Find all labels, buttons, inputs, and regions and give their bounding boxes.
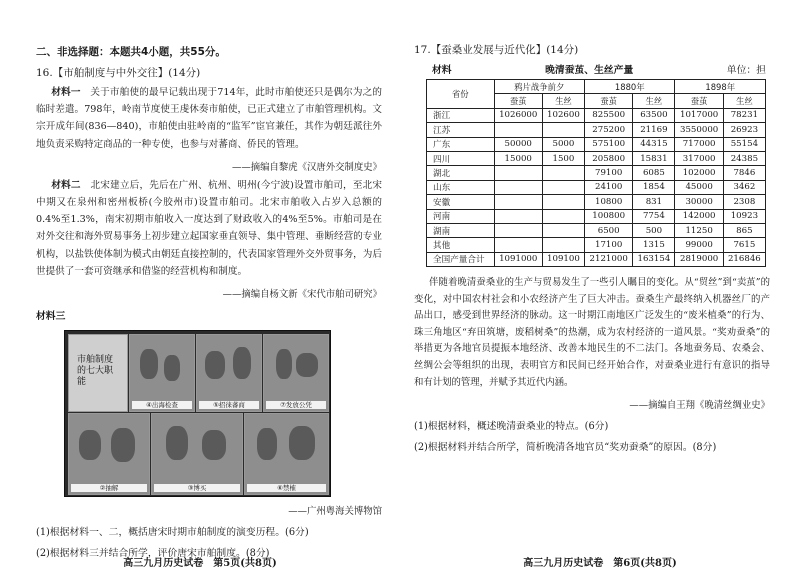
photo-panel [68, 413, 150, 495]
section-title: 二、非选择题：本题共4小题，共55分。 [36, 46, 226, 58]
question-17-title: 17.【蚕桑业发展与近代化】(14分) [414, 44, 579, 56]
question-17-2: (2)根据材料并结合所学，简析晚清各地官员“奖劝蚕桑”的原因。(8分) [414, 442, 717, 454]
value-cell: 5000 [542, 137, 584, 151]
value-cell: 1026000 [494, 108, 542, 122]
province-cell: 河南 [427, 209, 495, 223]
value-cell: 102600 [542, 108, 584, 122]
table-unit: 单位：担 [726, 65, 766, 76]
value-cell [542, 209, 584, 223]
table-row [427, 108, 766, 122]
value-cell: 21169 [633, 123, 675, 137]
value-cell: 17100 [585, 238, 633, 252]
material-2 [36, 177, 382, 280]
province-cell: 湖南 [427, 223, 495, 237]
value-cell: 102000 [675, 166, 723, 180]
value-cell [494, 180, 542, 194]
value-cell: 6500 [585, 223, 633, 237]
value-cell: 7846 [723, 166, 765, 180]
value-cell: 1017000 [675, 108, 723, 122]
material-label: 材料 [432, 65, 452, 76]
photo-caption: ④出海检查 [132, 401, 192, 409]
value-cell: 100800 [585, 209, 633, 223]
table-row [427, 166, 766, 180]
table-row [427, 252, 766, 266]
value-cell: 99000 [675, 238, 723, 252]
province-cell: 广东 [427, 137, 495, 151]
col-header-1880: 1880年 [585, 80, 675, 94]
col-header-silk: 生丝 [723, 94, 765, 108]
province-cell: 安徽 [427, 195, 495, 209]
photo-title: 市舶制度的七大职能 [77, 355, 114, 388]
photo-panel [151, 413, 243, 495]
value-cell: 24385 [723, 151, 765, 165]
photo-caption: ⑤招徕蕃商 [199, 401, 259, 409]
province-cell: 其他 [427, 238, 495, 252]
value-cell: 163154 [633, 252, 675, 266]
photo-panel [263, 334, 329, 412]
value-cell: 10800 [585, 195, 633, 209]
value-cell: 216846 [723, 252, 765, 266]
value-cell: 55154 [723, 137, 765, 151]
province-cell: 全国产量合计 [427, 252, 495, 266]
value-cell: 1315 [633, 238, 675, 252]
value-cell: 500 [633, 223, 675, 237]
page-footer-right: 高三九月历史试卷 第6页(共8页) [523, 558, 677, 569]
photo-panel [244, 413, 329, 495]
value-cell: 7615 [723, 238, 765, 252]
value-cell: 575100 [585, 137, 633, 151]
value-cell: 63500 [633, 108, 675, 122]
table-header-line [414, 62, 770, 76]
value-cell: 1854 [633, 180, 675, 194]
value-cell: 3550000 [675, 123, 723, 137]
province-cell: 四川 [427, 151, 495, 165]
value-cell: 1500 [542, 151, 584, 165]
value-cell: 109100 [542, 252, 584, 266]
value-cell: 78231 [723, 108, 765, 122]
value-cell: 865 [723, 223, 765, 237]
value-cell [542, 238, 584, 252]
material-source: ——摘编自王翔《晚清丝绸业史》 [629, 400, 770, 412]
value-cell: 15831 [633, 151, 675, 165]
table-row [427, 195, 766, 209]
province-cell: 山东 [427, 180, 495, 194]
value-cell [542, 180, 584, 194]
value-cell: 717000 [675, 137, 723, 151]
material-3-label: 材料三 [36, 311, 66, 323]
value-cell [494, 223, 542, 237]
value-cell: 15000 [494, 151, 542, 165]
value-cell [494, 209, 542, 223]
value-cell: 30000 [675, 195, 723, 209]
right-page [400, 0, 800, 583]
value-cell: 44315 [633, 137, 675, 151]
material-2-label: 材料二 [51, 179, 81, 191]
photo-panel [196, 334, 262, 412]
table-row [427, 209, 766, 223]
value-cell: 50000 [494, 137, 542, 151]
value-cell [494, 123, 542, 137]
photo-caption: ⑦发放公凭 [266, 401, 326, 409]
photo-caption: ③博买 [154, 484, 240, 492]
value-cell: 10923 [723, 209, 765, 223]
material-2-text: 北宋建立后，先后在广州、杭州、明州(今宁波)设置市舶司，至北宋中期又在泉州和密州板桥(今胶州市)设置市舶司。北宋市舶收入占岁入总额的0.4%至1.3%，南宋初期市舶收入一度达到了财政收入的4%至5%。市舶司是在对外交往和海外贸易事务上初步建立起国家垂直领导、集中管理、垂断经营的专业机构，以盐铁使体制为模式由朝廷直接控制的，代表国家管理外交外贸事务，为后世提供了一套可资继承和借鉴的经营机构和制度。 [36, 179, 382, 277]
value-cell: 275200 [585, 123, 633, 137]
material-2-source: ——摘编自杨文新《宋代市舶司研究》 [222, 289, 382, 301]
question-16-title: 16.【市舶制度与中外交往】(14分) [36, 67, 201, 79]
province-cell: 湖北 [427, 166, 495, 180]
table-row [427, 180, 766, 194]
value-cell [494, 166, 542, 180]
material-1-label: 材料一 [51, 87, 81, 98]
value-cell: 205800 [585, 151, 633, 165]
photo-panel [129, 334, 195, 412]
value-cell: 2308 [723, 195, 765, 209]
material-3-source: ——广州粤海关博物馆 [288, 506, 382, 518]
value-cell [542, 166, 584, 180]
value-cell: 26923 [723, 123, 765, 137]
value-cell [494, 238, 542, 252]
value-cell: 317000 [675, 151, 723, 165]
table-row [427, 238, 766, 252]
value-cell: 6085 [633, 166, 675, 180]
value-cell: 11250 [675, 223, 723, 237]
table-title: 晚清蚕茧、生丝产量 [545, 65, 634, 76]
value-cell: 2819000 [675, 252, 723, 266]
value-cell [494, 195, 542, 209]
table-row [427, 223, 766, 237]
table-row [427, 123, 766, 137]
value-cell: 3462 [723, 180, 765, 194]
question-16-2: (2)根据材料三并结合所学，评价唐宋市舶制度。(8分) [36, 548, 270, 560]
value-cell: 142000 [675, 209, 723, 223]
value-cell [542, 195, 584, 209]
value-cell: 24100 [585, 180, 633, 194]
col-header-cocoon: 蚕茧 [675, 94, 723, 108]
value-cell: 2121000 [585, 252, 633, 266]
value-cell: 45000 [675, 180, 723, 194]
col-header-pre-war: 鸦片战争前夕 [494, 80, 584, 94]
table-row [427, 151, 766, 165]
province-cell: 江苏 [427, 123, 495, 137]
col-header-cocoon: 蚕茧 [585, 94, 633, 108]
material-1-source: ——摘编自黎虎《汉唐外交制度史》 [231, 161, 382, 173]
value-cell: 1091000 [494, 252, 542, 266]
col-header-silk: 生丝 [542, 94, 584, 108]
question-17-1: (1)根据材料，概述晚清蚕桑业的特点。(6分) [414, 421, 609, 433]
value-cell [542, 123, 584, 137]
province-cell: 浙江 [427, 108, 495, 122]
museum-photo [64, 330, 331, 497]
material-1 [36, 84, 382, 153]
question-16-1: (1)根据材料一、二，概括唐宋时期市舶制度的演变历程。(6分) [36, 527, 309, 539]
photo-caption: ⑥禁榷 [247, 484, 326, 492]
value-cell: 831 [633, 195, 675, 209]
material-body: 伴随着晚清蚕桑业的生产与贸易发生了一些引人瞩目的变化。从“贸丝”到“卖茧”的变化，对中国农村社会和小农经济产生了巨大冲击。蚕桑生产最终纳入机器丝厂的产品出口，感受到世界经济的脉动。这一时期江南地区广泛发生的“废米植桑”的行为、珠三角地区“弃田筑塘，废稻树桑”的热潮，成为农村经济的一道风景。“奖劝蚕桑”的举措更为各地官员提振本地经济、改善本地民生的不二法门。各地蚕务局、农桑会、丝绸公会等组织的出现，表明官方和民间已经开始合作，对蚕桑业进行有意识的指导和有计划的管理，并赋予其近代内涵。 [414, 277, 770, 388]
table-body [427, 108, 766, 266]
photo-title-panel [68, 334, 128, 412]
col-header-province: 省份 [427, 80, 495, 109]
value-cell: 825500 [585, 108, 633, 122]
table-row [427, 137, 766, 151]
photo-caption: ②抽解 [71, 484, 147, 492]
value-cell [542, 223, 584, 237]
col-header-cocoon: 蚕茧 [494, 94, 542, 108]
col-header-silk: 生丝 [633, 94, 675, 108]
material-1-text: 关于市舶使的最早记载出现于714年，此时市舶使还只是偶尔为之的临时差遣。798年，岭南节度使王虔休奏市舶使，已正式建立了市舶管理机构。文宗开成年间(836—840)，市舶使由驻岭南的“监军”宦官兼任，其作为朝廷派往外地负责采购特定商品的一种专使，也参与对蕃商、侨民的管理。 [36, 87, 383, 150]
silk-production-table [426, 79, 766, 267]
value-cell: 7754 [633, 209, 675, 223]
page-footer-left: 高三九月历史试卷 第5页(共8页) [123, 558, 277, 569]
value-cell: 79100 [585, 166, 633, 180]
col-header-1898: 1898年 [675, 80, 766, 94]
